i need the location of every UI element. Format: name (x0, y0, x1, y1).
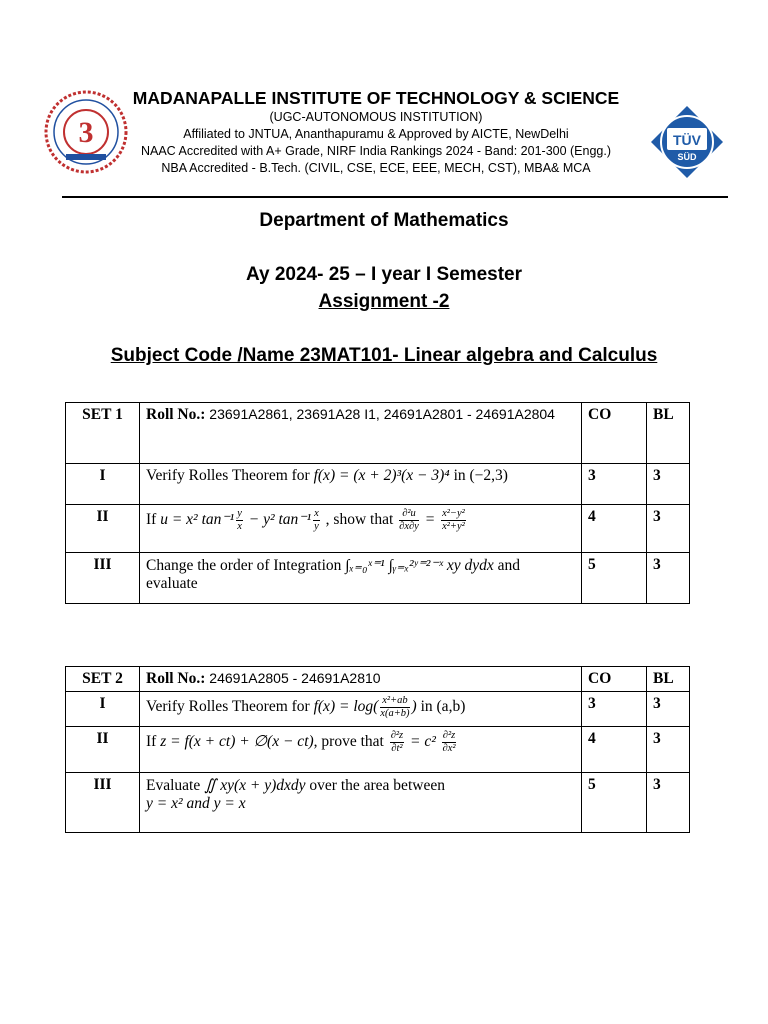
table-row (66, 692, 690, 727)
question-text: If z = f(x + ct) + ∅(x − ct), prove that $\frac{\text{∂²z}}{\text{∂t²}}$ = c² $\frac{\text{∂²z}}{\text{∂x²}}$ (140, 727, 582, 773)
question-text: Change the order of Integration ∫ₓ₌₀ˣ⁼¹ ∫ᵧ₌ₓ²ʸ⁼²⁻ˣ xy dydx and evaluate (140, 553, 582, 604)
bl-value: 3 (647, 692, 690, 727)
question-number: III (66, 553, 140, 604)
assignment-title: Assignment -2 (318, 291, 450, 312)
institution-name: MADANAPALLE INSTITUTE OF TECHNOLOGY & SCIENCE (132, 88, 620, 108)
academic-year: Ay 2024- 25 – I year I Semester (245, 264, 523, 285)
svg-text:SÜD: SÜD (677, 152, 697, 162)
bl-value: 3 (647, 553, 690, 604)
co-value: 4 (582, 727, 647, 773)
question-text: Evaluate ∬ xy(x + y)dxdy over the area between y = x² and y = x (140, 773, 582, 833)
question-number: I (66, 464, 140, 505)
bl-value: 3 (647, 727, 690, 773)
co-value: 5 (582, 773, 647, 833)
table-row (66, 553, 690, 604)
co-header: CO (582, 403, 647, 464)
subject-title: Subject Code /Name 23MAT101- Linear algebra and Calculus (110, 345, 658, 366)
roll-numbers: Roll No.: 24691A2805 - 24691A2810 (140, 667, 582, 692)
co-value: 3 (582, 464, 647, 505)
bl-header: BL (647, 667, 690, 692)
table-row (66, 727, 690, 773)
question-number: III (66, 773, 140, 833)
bl-value: 3 (647, 505, 690, 553)
question-number: I (66, 692, 140, 727)
co-value: 3 (582, 692, 647, 727)
department-title: Department of Mathematics (259, 210, 509, 231)
header-divider (62, 196, 728, 198)
set1-table (65, 402, 690, 604)
question-text: If u = x² tan⁻¹ $\frac{y}{x}$ − y² tan⁻¹ $\frac{x}{y}$ , show that $\frac{\text{∂²u}}{\partial x\partial y}$ = $\frac{\text{x²−y²}}{\text{x²+y²}}$ (140, 505, 582, 553)
set-label: SET 2 (66, 667, 140, 692)
table-row (66, 505, 690, 553)
bl-value: 3 (647, 773, 690, 833)
svg-text:TÜV: TÜV (673, 132, 701, 148)
co-value: 4 (582, 505, 647, 553)
set2-table (65, 666, 690, 833)
institution-status: (UGC-AUTONOMOUS INSTITUTION) (269, 110, 483, 124)
table-header-row (66, 403, 690, 464)
table-header-row (66, 667, 690, 692)
co-value: 5 (582, 553, 647, 604)
tuv-logo (649, 104, 725, 180)
co-header: CO (582, 667, 647, 692)
question-text: Verify Rolles Theorem for f(x) = log( $\frac{\text{x²+ab}}{x(a+b)}$ ) in (a,b) (140, 692, 582, 727)
accreditation-line: NAAC Accredited with A+ Grade, NIRF India Rankings 2024 - Band: 201-300 (Engg.) (140, 144, 612, 158)
question-text: Verify Rolles Theorem for f(x) = (x + 2)³(x − 3)⁴ in (−2,3) (140, 464, 582, 505)
bl-header: BL (647, 403, 690, 464)
bl-value: 3 (647, 464, 690, 505)
table-row (66, 773, 690, 833)
question-number: II (66, 727, 140, 773)
table-row (66, 464, 690, 505)
affiliation-line: Affiliated to JNTUA, Ananthapuramu & Approved by AICTE, NewDelhi (183, 127, 569, 141)
nba-line: NBA Accredited - B.Tech. (CIVIL, CSE, ECE, EEE, MECH, CST), MBA& MCA (161, 161, 591, 175)
set-label: SET 1 (66, 403, 140, 464)
roll-numbers: Roll No.: 23691A2861, 23691A28 I1, 24691A2801 - 24691A2804 (140, 403, 582, 464)
svg-text:3: 3 (78, 116, 94, 149)
question-number: II (66, 505, 140, 553)
